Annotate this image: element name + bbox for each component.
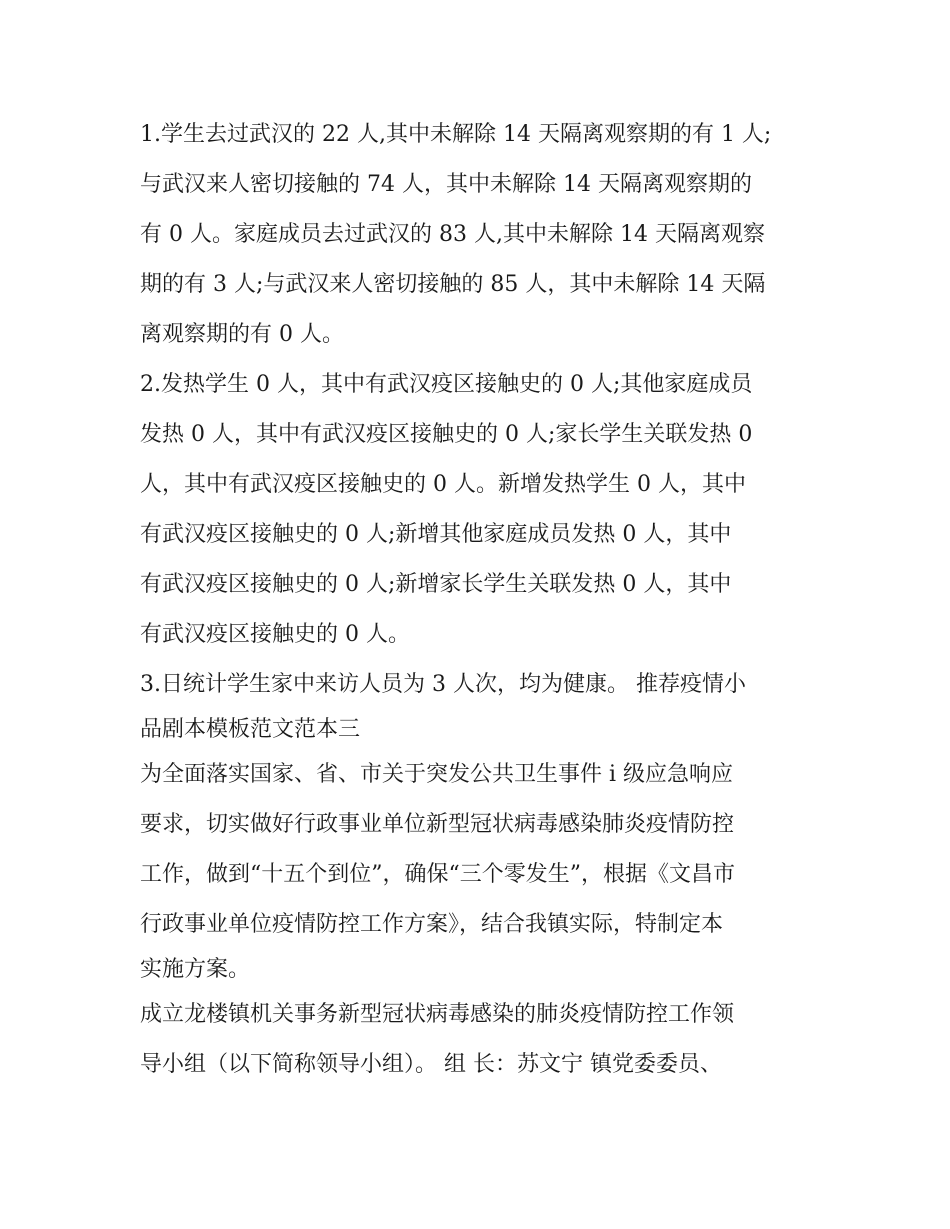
text-line: 与武汉来人密切接触的 74 人，其中未解除 14 天隔离观察期的 xyxy=(140,172,752,197)
text-line: 成立龙楼镇机关事务新型冠状病毒感染的肺炎疫情防控工作领 xyxy=(140,1002,735,1027)
text-line: 离观察期的有 0 人。 xyxy=(140,322,344,347)
text-line: 2.发热学生 0 人，其中有武汉疫区接触史的 0 人;其他家庭成员 xyxy=(140,372,753,397)
text-line: 1.学生去过武汉的 22 人,其中未解除 14 天隔离观察期的有 1 人; xyxy=(140,122,772,147)
text-line: 要求，切实做好行政事业单位新型冠状病毒感染肺炎疫情防控 xyxy=(140,812,735,837)
text-line: 工作，做到“十五个到位”，确保“三个零发生”，根据《文昌市 xyxy=(140,862,735,887)
text-line: 导小组（以下简称领导小组）。 组 长：苏文宁 镇党委委员、 xyxy=(140,1052,722,1077)
text-line: 发热 0 人，其中有武汉疫区接触史的 0 人;家长学生关联发热 0 xyxy=(140,422,753,447)
text-line: 有 0 人。家庭成员去过武汉的 83 人,其中未解除 14 天隔离观察 xyxy=(140,222,765,247)
text-line: 3.日统计学生家中来访人员为 3 人次，均为健康。 推荐疫情小 xyxy=(140,672,746,697)
text-line: 品剧本模板范文范本三 xyxy=(140,717,361,742)
text-line: 人，其中有武汉疫区接触史的 0 人。新增发热学生 0 人，其中 xyxy=(140,472,746,497)
text-line: 为全面落实国家、省、市关于突发公共卫生事件 i 级应急响应 xyxy=(140,762,734,787)
text-line: 行政事业单位疫情防控工作方案》，结合我镇实际，特制定本 xyxy=(140,912,724,937)
text-line: 有武汉疫区接触史的 0 人;新增家长学生关联发热 0 人，其中 xyxy=(140,572,732,597)
text-line: 有武汉疫区接触史的 0 人;新增其他家庭成员发热 0 人，其中 xyxy=(140,522,732,547)
text-line: 期的有 3 人;与武汉来人密切接触的 85 人，其中未解除 14 天隔 xyxy=(140,272,766,297)
document-body xyxy=(140,110,820,1090)
text-line: 有武汉疫区接触史的 0 人。 xyxy=(140,622,410,647)
text-line: 实施方案。 xyxy=(140,957,251,982)
